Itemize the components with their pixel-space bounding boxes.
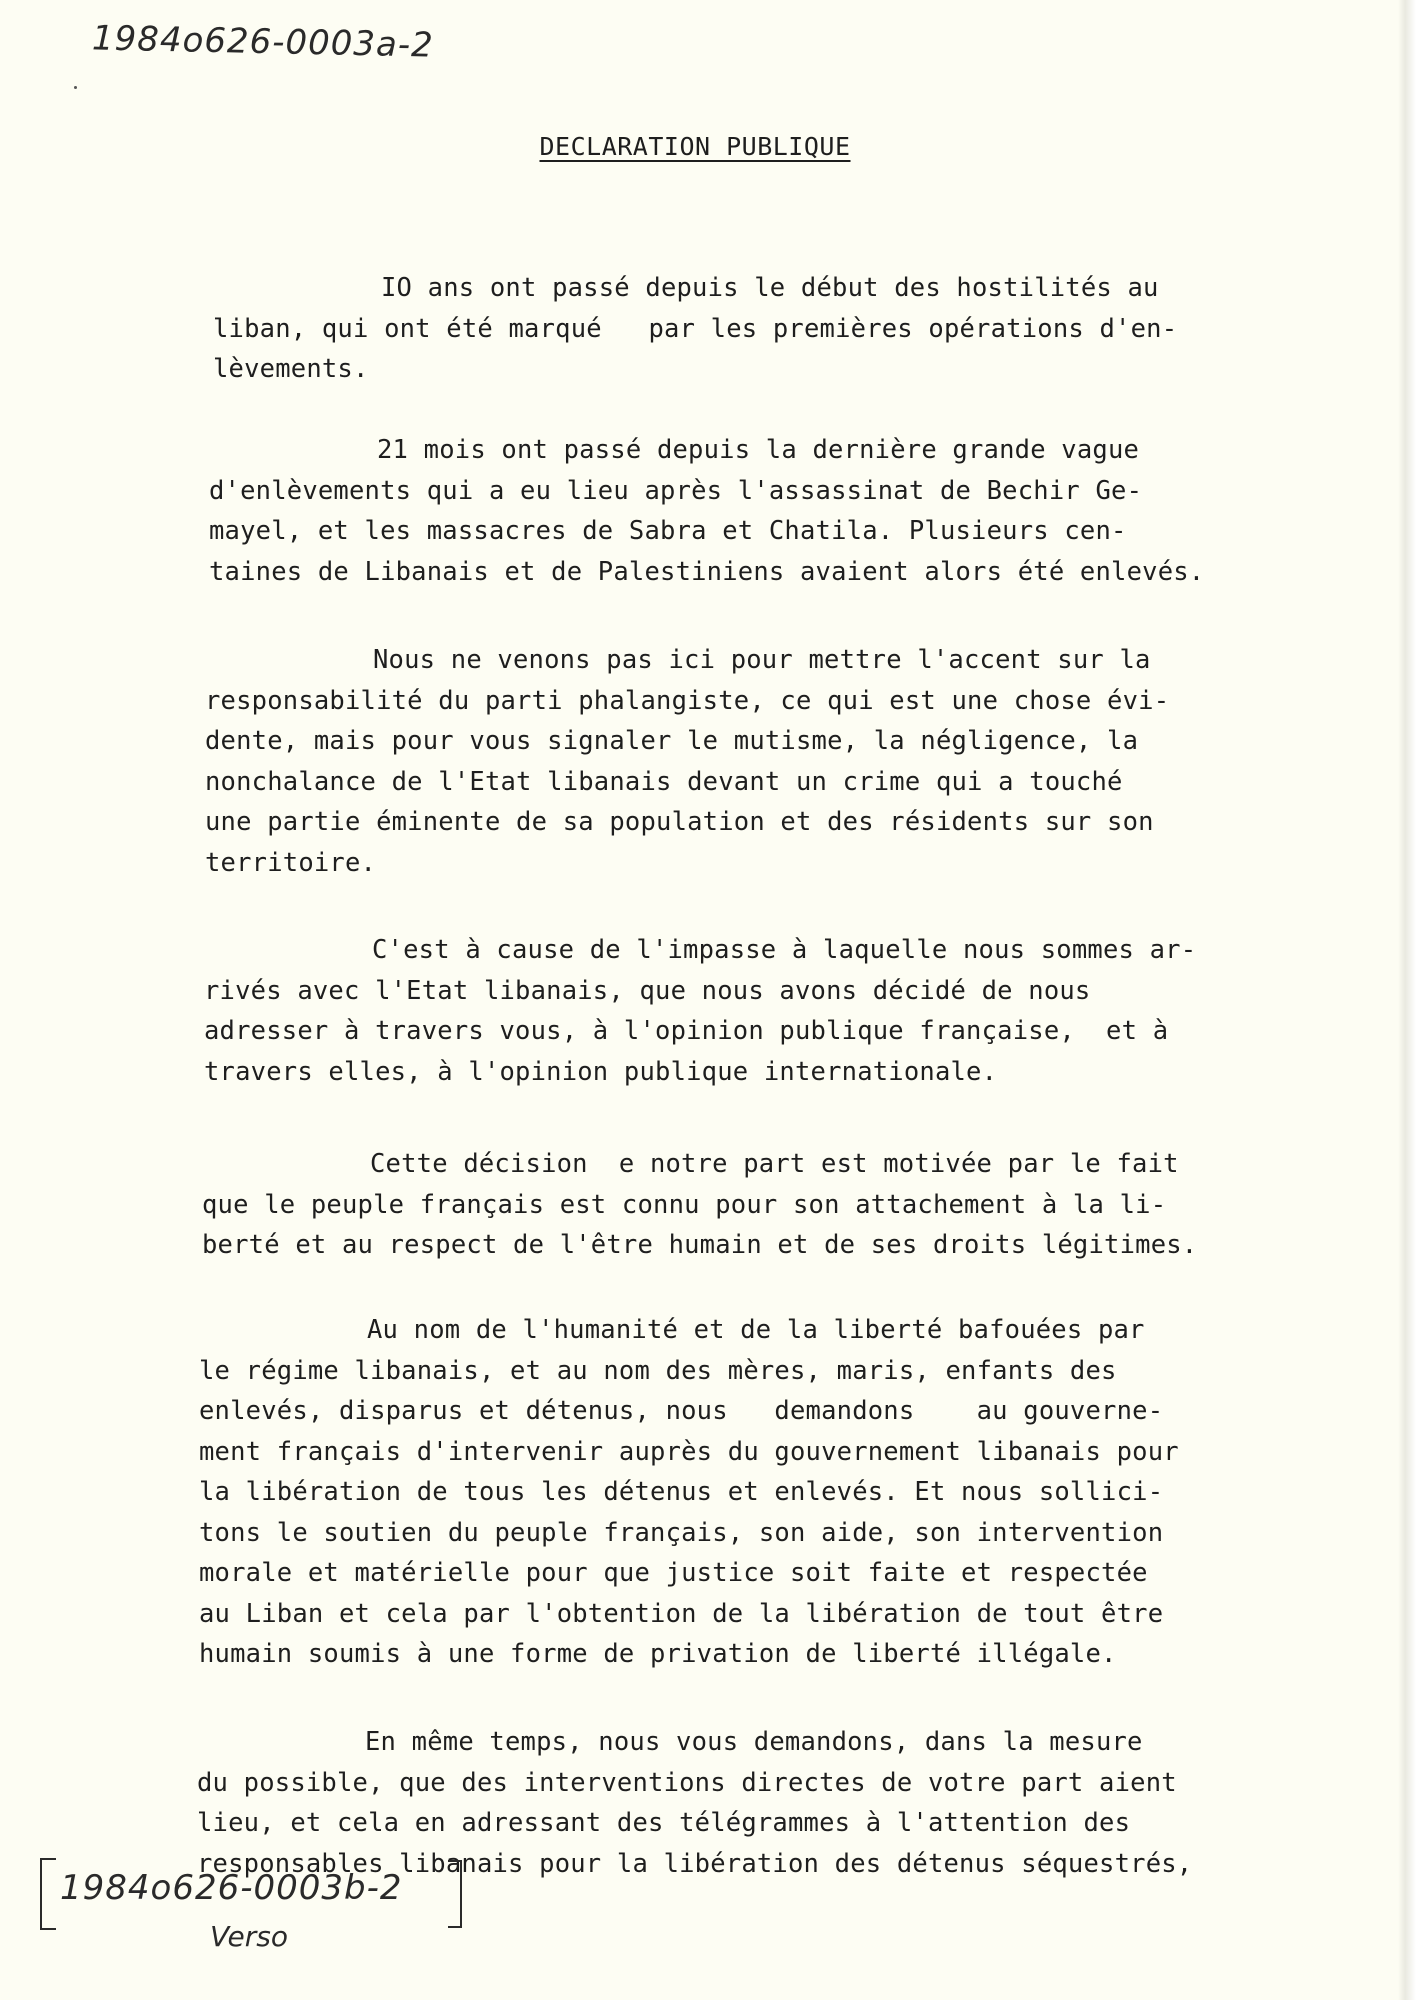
text-line: mayel, et les massacres de Sabra et Chatila. Plusieurs cen-	[209, 516, 1127, 546]
bracket-right	[448, 1860, 462, 1928]
text-line: tons le soutien du peuple français, son aide, son intervention	[199, 1517, 1164, 1548]
paper-speck	[74, 86, 77, 89]
text-line: territoire.	[205, 847, 377, 878]
text-line: berté et au respect de l'être humain et de ses droits légitimes.	[202, 1230, 1198, 1260]
text-line: responsabilité du parti phalangiste, ce qui est une chose évi-	[205, 685, 1170, 716]
text-line: le régime libanais, et au nom des mères, maris, enfants des	[199, 1355, 1117, 1386]
paragraph-6	[199, 1310, 1179, 1675]
text-line: taines de Libanais et de Palestiniens avaient alors été enlevés.	[209, 556, 1205, 587]
text-line: lieu, et cela en adressant des télégrammes à l'attention des	[197, 1808, 1131, 1838]
text-line: du possible, que des interventions directes de votre part aient	[197, 1767, 1177, 1798]
text-line: lèvements.	[213, 354, 369, 384]
text-line: IO ans ont passé depuis le début des hostilités au	[381, 273, 1159, 303]
text-line: 21 mois ont passé depuis la dernière grande vague	[377, 435, 1140, 465]
text-line: Nous ne venons pas ici pour mettre l'accent sur la	[373, 645, 1151, 675]
text-line: la libération de tous les détenus et enlevés. Et nous sollici-	[199, 1477, 1164, 1507]
handwritten-reference-block	[40, 1858, 460, 1978]
handwritten-verso-note: Verso	[210, 1920, 288, 1953]
text-line: Au nom de l'humanité et de la liberté bafouées par	[367, 1315, 1145, 1345]
paragraph-1	[213, 268, 1177, 390]
paragraph-2	[209, 430, 1204, 592]
handwritten-reference-top: 1984o626-0003a-2	[91, 18, 435, 66]
page-edge-shadow	[1398, 0, 1416, 2000]
text-line: dente, mais pour vous signaler le mutisme, la négligence, la	[205, 726, 1139, 756]
handwritten-reference-bottom: 1984o626-0003b-2	[60, 1868, 403, 1908]
text-line: Cette décision e notre part est motivée par le fait	[370, 1149, 1179, 1179]
text-line: responsables libanais pour la libération des détenus séquestrés,	[197, 1848, 1193, 1879]
document-title: DECLARATION PUBLIQUE	[539, 132, 851, 161]
text-line: d'enlèvements qui a eu lieu après l'assassinat de Bechir Ge-	[209, 475, 1143, 506]
paragraph-5	[202, 1144, 1197, 1266]
text-line: liban, qui ont été marqué par les premières opérations d'en-	[213, 313, 1178, 344]
text-line: morale et matérielle pour que justice soit faite et respectée	[199, 1558, 1148, 1588]
paragraph-4	[204, 930, 1196, 1092]
text-line: au Liban et cela par l'obtention de la libération de tout être	[199, 1598, 1164, 1629]
paragraph-3	[205, 640, 1169, 883]
text-line: que le peuple français est connu pour son attachement à la li-	[202, 1189, 1167, 1220]
text-line: ment français d'intervenir auprès du gouvernement libanais pour	[199, 1436, 1179, 1467]
bracket-left	[40, 1858, 56, 1930]
text-line: adresser à travers vous, à l'opinion publique française, et à	[204, 1016, 1169, 1046]
text-line: une partie éminente de sa population et des résidents sur son	[205, 807, 1154, 837]
text-line: travers elles, à l'opinion publique internationale.	[204, 1056, 998, 1087]
text-line: En même temps, nous vous demandons, dans la mesure	[365, 1727, 1143, 1757]
text-line: humain soumis à une forme de privation de liberté illégale.	[199, 1639, 1117, 1669]
text-line: rivés avec l'Etat libanais, que nous avons décidé de nous	[204, 975, 1091, 1006]
text-line: nonchalance de l'Etat libanais devant un crime qui a touché	[205, 766, 1123, 797]
text-line: C'est à cause de l'impasse à laquelle nous sommes ar-	[372, 935, 1197, 965]
text-line: enlevés, disparus et détenus, nous demandons au gouverne-	[199, 1396, 1164, 1426]
